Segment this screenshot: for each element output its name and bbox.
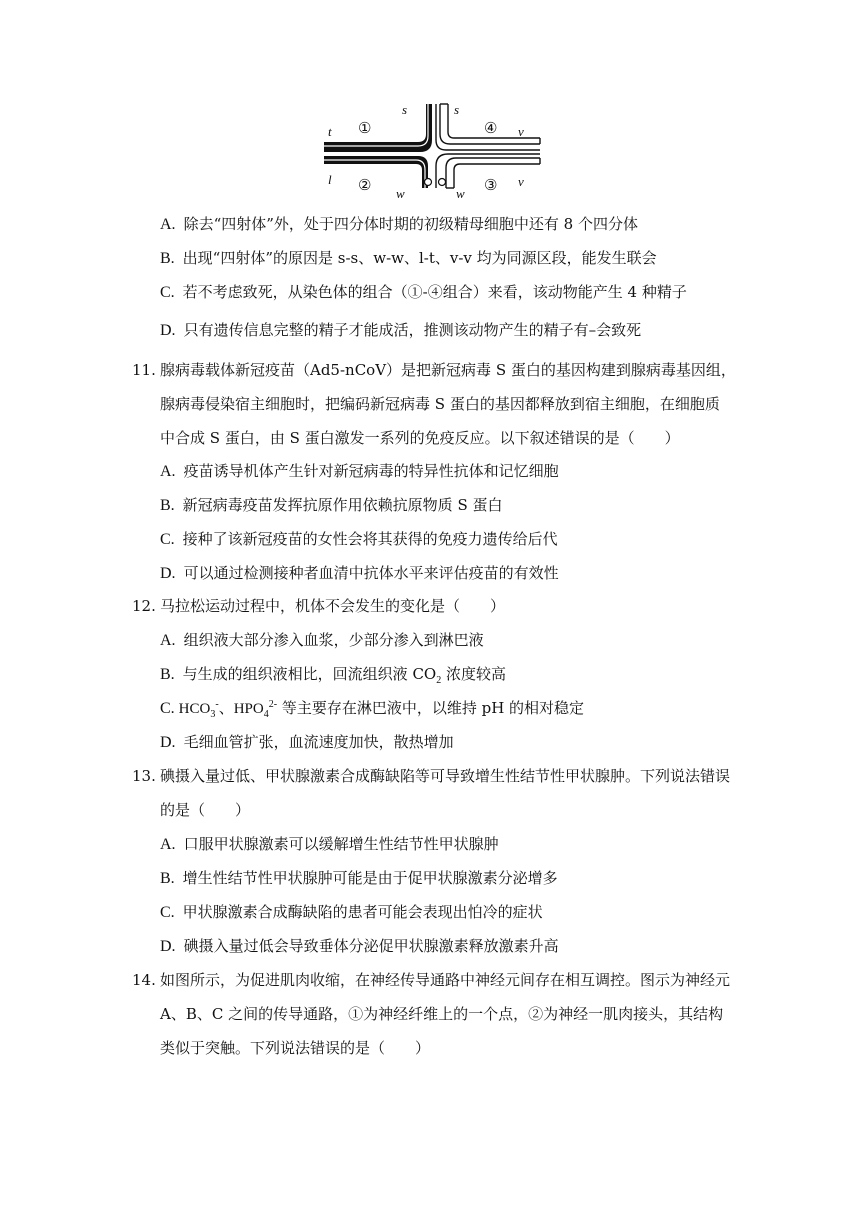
q13-stem-line-1: 碘摄入量过低、甲状腺激素合成酶缺陷等可导致增生性结节性甲状腺肿。下列说法错误	[160, 767, 731, 785]
label-v-bottom: v	[518, 174, 524, 189]
label-circle-3: ③	[484, 176, 498, 194]
q11-stem-line-2: 腺病毒侵染宿主细胞时，把编码新冠病毒 S 蛋白的基因都释放到宿主细胞，在细胞质	[160, 395, 720, 413]
chromosome-1	[324, 104, 432, 152]
label-l: l	[328, 172, 332, 187]
q14-stem-line-2: A、B、C 之间的传导通路，①为神经纤维上的一个点，②为神经一肌肉接头，其结构	[160, 1005, 724, 1023]
chromosome-2	[324, 156, 428, 188]
q11-number: 11.	[132, 361, 156, 379]
q10-option-b: B. 出现“四射体”的原因是 s-s、w-w、l-t、v-v 均为同源区段，能发生联会	[160, 249, 657, 267]
label-s-left: s	[402, 102, 408, 117]
q11-option-b: B. 新冠病毒疫苗发挥抗原作用依赖抗原物质 S 蛋白	[160, 496, 503, 514]
label-circle-1: ①	[358, 119, 372, 137]
q11-option-a: A. 疫苗诱导机体产生针对新冠病毒的特异性抗体和记忆细胞	[160, 462, 559, 480]
label-circle-2: ②	[358, 176, 372, 194]
q12-stem: 马拉松运动过程中，机体不会发生的变化是（ ）	[160, 597, 506, 615]
centromere-left	[425, 179, 432, 186]
label-s-right: s	[454, 102, 460, 117]
label-t: t	[328, 124, 332, 139]
q10-option-c: C. 若不考虑致死，从染色体的组合（①-④组合）来看，该动物能产生 4 种精子	[160, 283, 687, 301]
q11-stem-line-3: 中合成 S 蛋白，由 S 蛋白激发一系列的免疫反应。以下叙述错误的是（ ）	[160, 429, 680, 447]
q13-option-d: D. 碘摄入量过低会导致垂体分泌促甲状腺激素释放激素升高	[160, 937, 559, 955]
q13-option-a: A. 口服甲状腺激素可以缓解增生性结节性甲状腺肿	[160, 835, 499, 853]
q12-option-b: B. 与生成的组织液相比，回流组织液 $CO_2$ 浓度较高	[160, 665, 506, 686]
q13-stem-line-2: 的是（ ）	[160, 801, 251, 819]
q11-option-c: C. 接种了该新冠疫苗的女性会将其获得的免疫力遗传给后代	[160, 530, 558, 548]
q12-option-d: D. 毛细血管扩张，血流速度加快，散热增加	[160, 733, 454, 751]
q13-option-b: B. 增生性结节性甲状腺肿可能是由于促甲状腺激素分泌增多	[160, 869, 558, 887]
q12-number: 12.	[132, 597, 156, 615]
q12-option-a: A. 组织液大部分渗入血浆，少部分渗入到淋巴液	[160, 631, 484, 649]
centromere-right	[439, 179, 446, 186]
q10-option-a: A. 除去“四射体”外，处于四分体时期的初级精母细胞中还有 8 个四分体	[160, 215, 638, 233]
q14-stem-line-1: 如图所示，为促进肌肉收缩，在神经传导通路中神经元间存在相互调控。图示为神经元	[160, 971, 731, 989]
label-w-right: w	[456, 186, 465, 201]
q14-stem-line-3: 类似于突触。下列说法错误的是（ ）	[160, 1039, 431, 1057]
q13-number: 13.	[132, 767, 156, 785]
q13-option-c: C. 甲状腺激素合成酶缺陷的患者可能会表现出怕冷的症状	[160, 903, 543, 921]
q12-option-c: C. $HCO_3^-$、$HPO_4^{2-}$ 等主要存在淋巴液中，以维持 pH 的相对稳定	[160, 699, 585, 720]
quadrivalent-figure	[318, 100, 546, 204]
q10-option-d: D. 只有遗传信息完整的精子才能成活，推测该动物产生的精子有–会致死	[160, 321, 642, 339]
q11-option-d: D. 可以通过检测接种者血清中抗体水平来评估疫苗的有效性	[160, 564, 559, 582]
q14-number: 14.	[132, 971, 156, 989]
label-v-top: v	[518, 124, 524, 139]
label-w-left: w	[396, 186, 405, 201]
q11-stem-line-1: 腺病毒载体新冠疫苗（Ad5-nCoV）是把新冠病毒 S 蛋白的基因构建到腺病毒基因组，	[160, 361, 736, 379]
label-circle-4: ④	[484, 119, 498, 137]
